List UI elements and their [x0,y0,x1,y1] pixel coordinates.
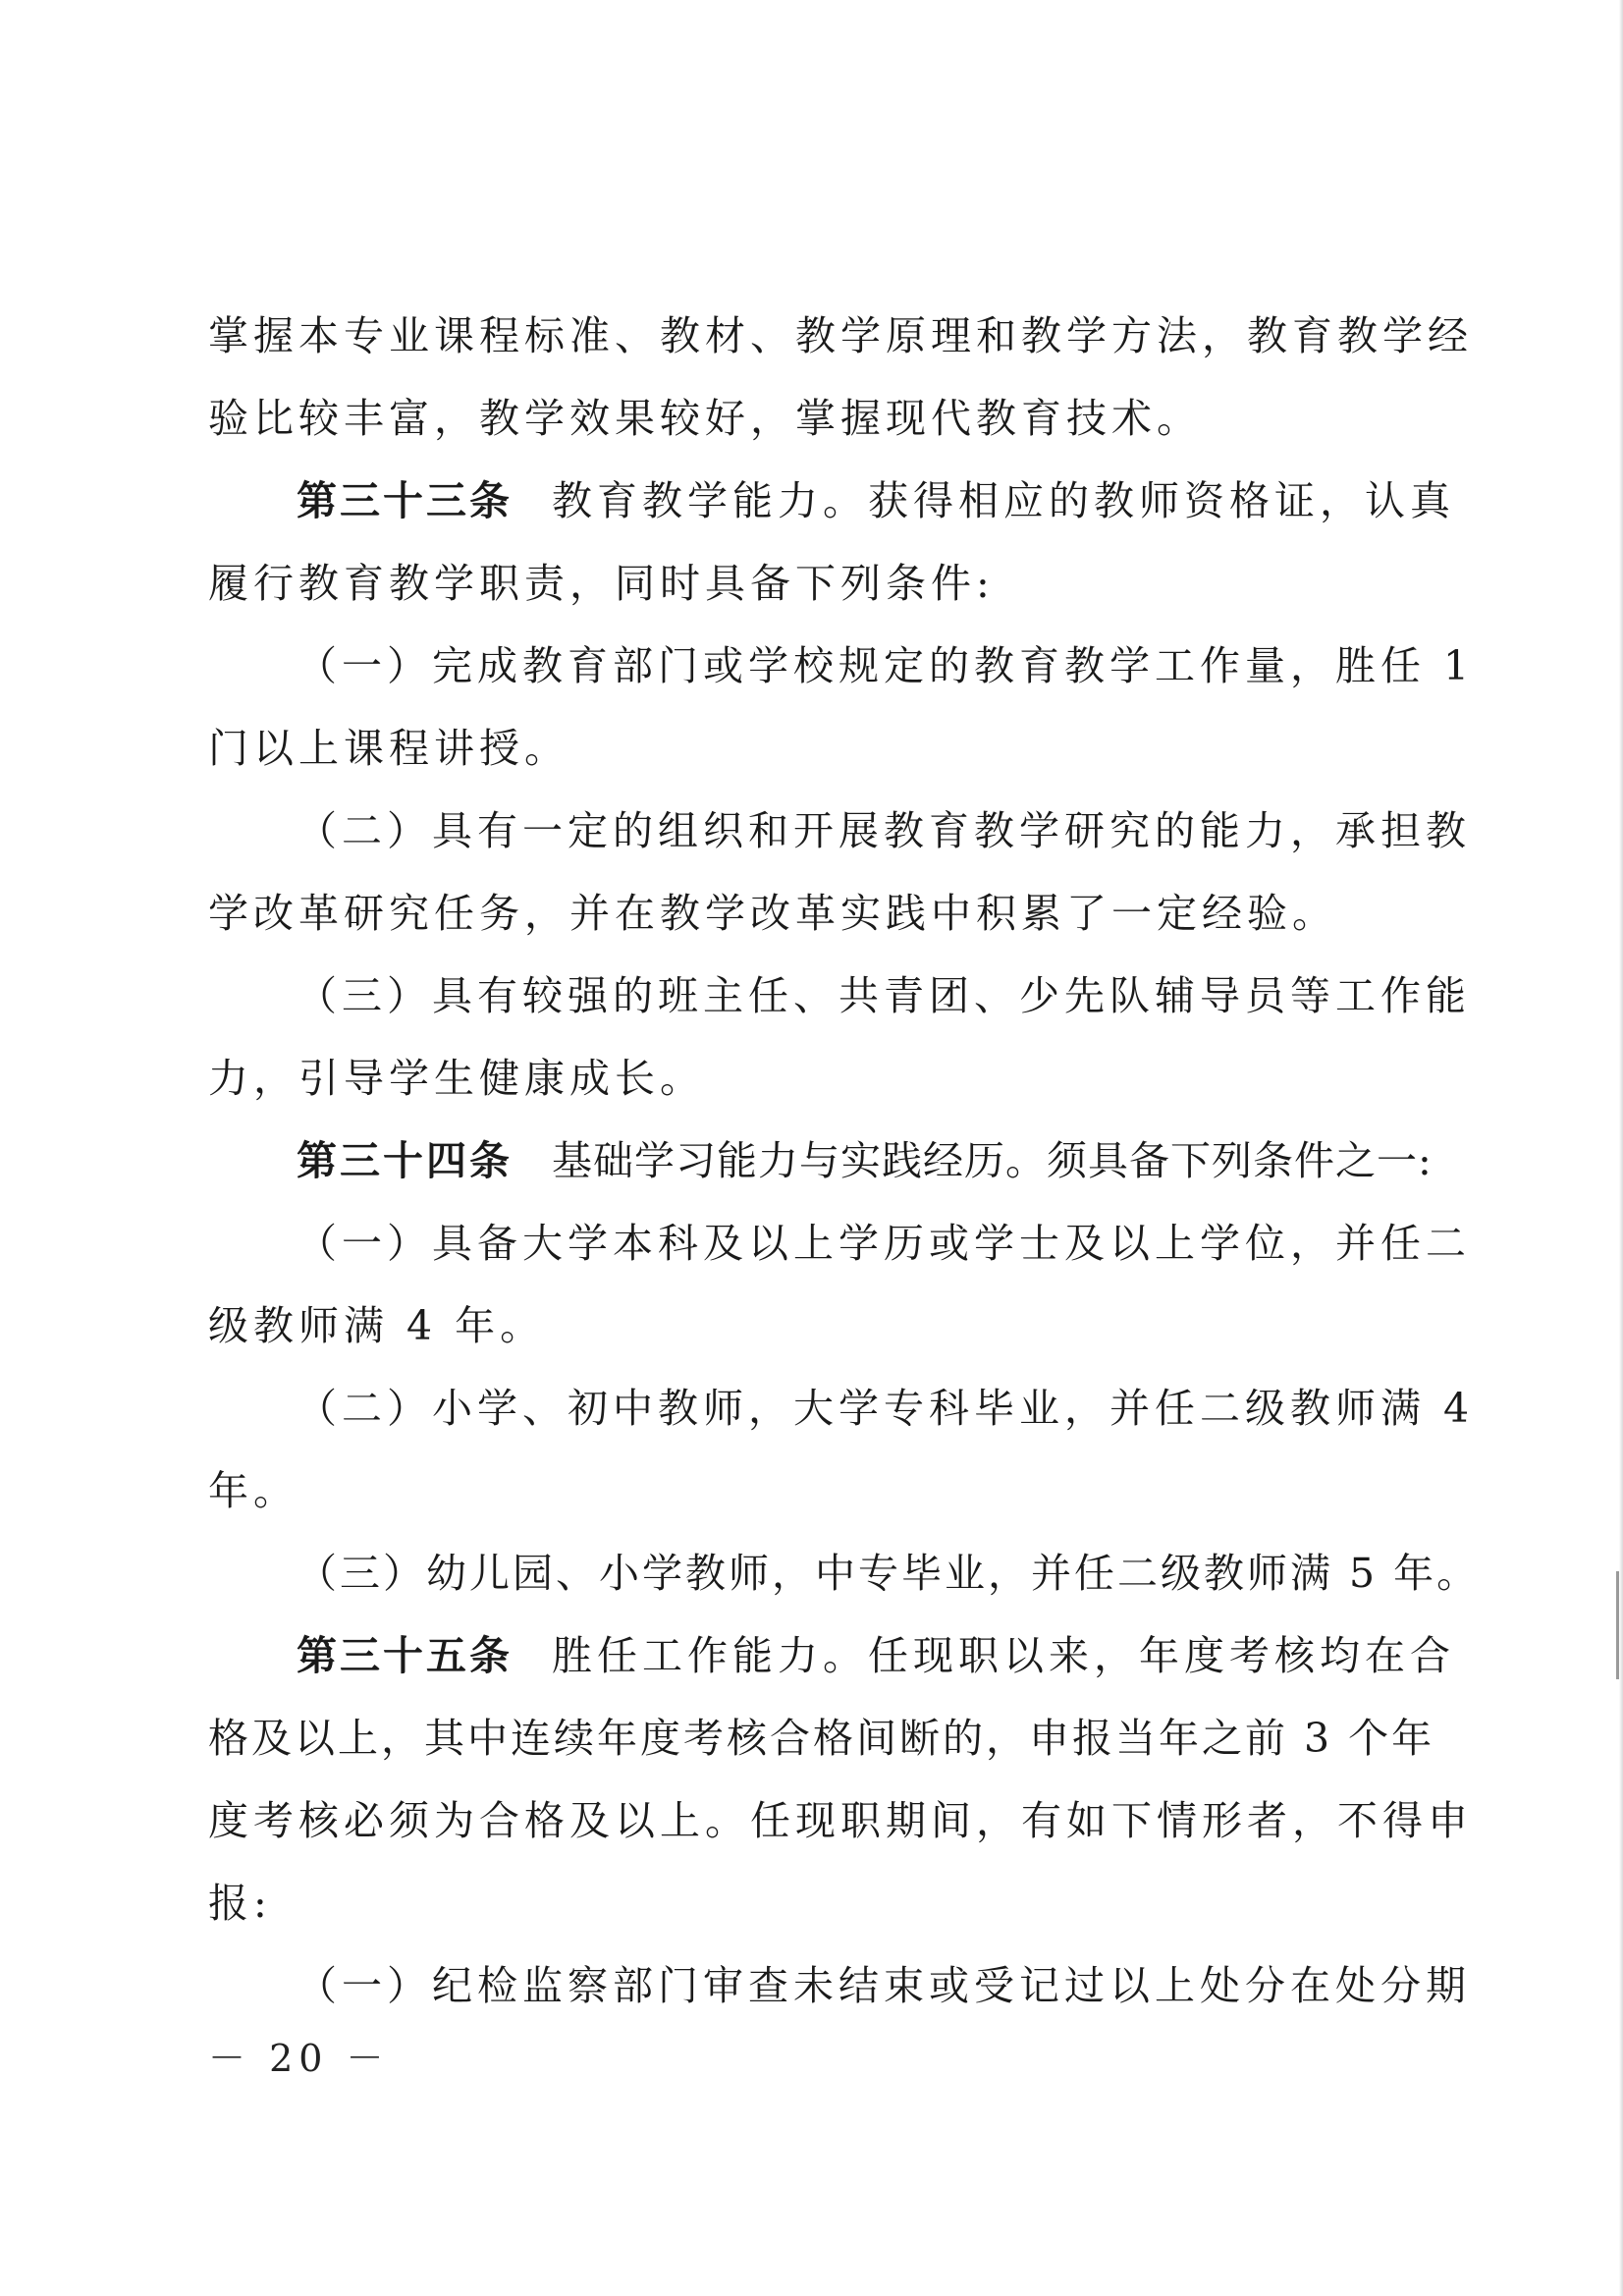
line-text: 掌握本专业课程标准、教材、教学原理和教学方法，教育教学经 [208,312,1473,359]
text-line-6 [208,707,1421,790]
text-line-1 [208,295,1473,377]
text-line-4 [208,542,1421,625]
article-heading-34: 第三十四条 [297,1137,513,1184]
text-line-10 [208,1037,1421,1120]
line-text: 格及以上，其中连续年度考核合格间断的，申报当年之前 3 个年 [208,1715,1435,1762]
article-heading-33: 第三十三条 [297,477,513,524]
line-text: 度考核必须为合格及以上。任现职期间，有如下情形者，不得申 [208,1797,1473,1844]
text-line-7 [208,790,1471,872]
text-line-19 [208,1779,1473,1862]
page-number: － 20 － [208,2037,390,2080]
line-text: 学改革研究任务，并在教学改革实践中积累了一定经验。 [208,890,1337,937]
text-line-20 [208,1862,1421,1944]
text-line-12 [208,1202,1471,1285]
article-33-line [208,460,1455,542]
line-text: 胜任工作能力。任现职以来，年度考核均在合 [552,1632,1455,1679]
line-text: 门以上课程讲授。 [208,725,569,772]
scan-edge-mark [1616,1571,1619,1679]
line-text: （三）幼儿园、小学教师，中专毕业，并任二级教师满 5 年。 [297,1550,1481,1597]
text-line-15 [208,1449,1421,1532]
line-text: 教育教学能力。获得相应的教师资格证，认真 [552,477,1455,524]
line-text: 履行教育教学职责，同时具备下列条件: [208,560,995,607]
text-line-21 [208,1944,1471,2027]
text-line-5 [208,625,1475,707]
line-text: （二）具有一定的组织和开展教育教学研究的能力，承担教 [297,807,1471,854]
article-34-line [208,1120,1433,1202]
text-line-13 [208,1285,1421,1367]
line-text: （三）具有较强的班主任、共青团、少先队辅导员等工作能 [297,972,1471,1019]
line-text: 年。 [208,1467,298,1514]
body-text [208,295,1481,2027]
line-text: 报: [208,1880,272,1927]
line-text: （二）小学、初中教师，大学专科毕业，并任二级教师满 4 [297,1385,1475,1432]
text-line-16 [208,1532,1481,1614]
line-text: 基础学习能力与实践经历。须具备下列条件之一: [552,1137,1433,1184]
line-text: （一）具备大学本科及以上学历或学士及以上学位，并任二 [297,1220,1471,1267]
line-text: 力，引导学生健康成长。 [208,1055,705,1102]
line-text: （一）纪检监察部门审查未结束或受记过以上处分在处分期 [297,1962,1471,2009]
line-text: 级教师满 4 年。 [208,1302,546,1349]
text-line-9 [208,955,1471,1037]
article-35-line [208,1614,1455,1697]
line-text: 验比较丰富，教学效果较好，掌握现代教育技术。 [208,395,1202,442]
text-line-18 [208,1697,1435,1779]
text-line-14 [208,1367,1475,1449]
text-line-8 [208,872,1421,955]
line-text: （一）完成教育部门或学校规定的教育教学工作量，胜任 1 [297,642,1475,689]
text-line-2 [208,377,1421,460]
article-heading-35: 第三十五条 [297,1632,513,1679]
scan-edge [1619,0,1623,2296]
